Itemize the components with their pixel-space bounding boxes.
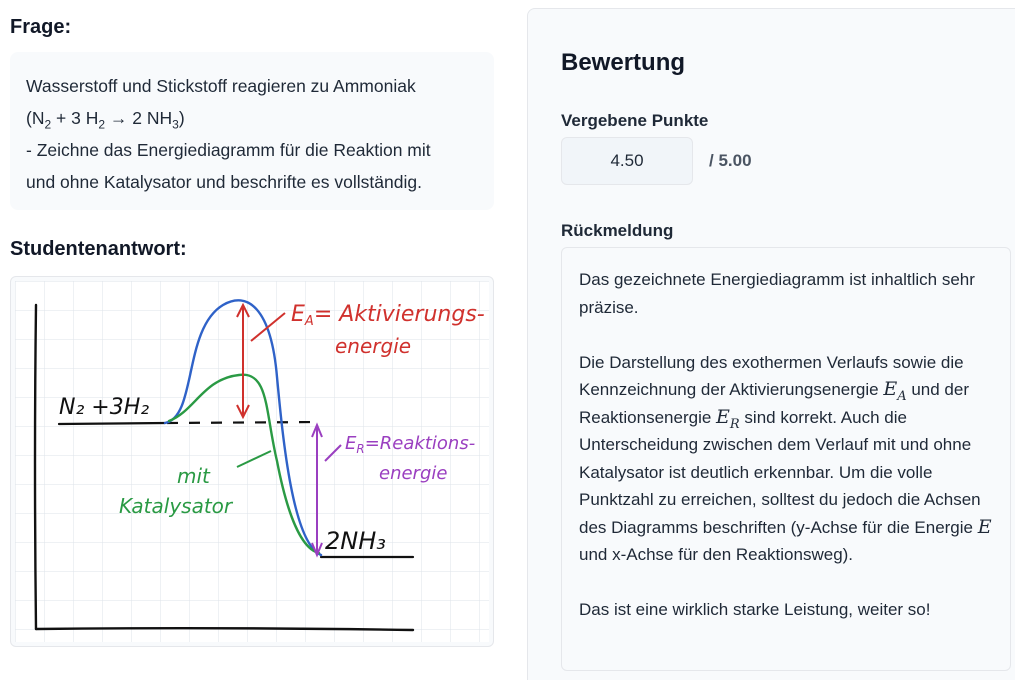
question-box <box>10 52 494 210</box>
math-er-sub: R <box>729 416 740 432</box>
paper-grid <box>15 281 489 642</box>
catalyst-label-line-1: mit <box>177 464 210 488</box>
eq-close: ) <box>178 108 185 128</box>
grading-panel <box>527 8 1015 680</box>
eq-open: (N <box>26 108 45 128</box>
eq-sub-3: 3 <box>172 117 179 132</box>
reaction-text: =Reaktions- <box>364 433 476 454</box>
question-line-3: - Zeichne das Energiediagramm für die Reaktion mit <box>26 140 431 160</box>
question-line-4: und ohne Katalysator und beschrifte es vollständig. <box>26 172 422 192</box>
activation-symbol: E <box>291 302 305 327</box>
question-heading: Frage: <box>10 16 72 38</box>
math-reaction-energy <box>716 405 740 432</box>
student-answer-image <box>10 276 494 647</box>
math-er-symbol: E <box>716 405 730 428</box>
reaction-subscript: R <box>356 442 365 456</box>
eq-sub-2: 2 <box>98 117 106 132</box>
feedback-label: Rückmeldung <box>561 221 674 240</box>
feedback-text-c: sind korrekt. Auch die Unterscheidung zwischen dem Verlauf mit und ohne Katalysator ist deutlich erkennbar. Um die volle Punktzahl zu erreichen, solltest du jedoch die Achsen des Diagramms beschriften (y-Achse für die Energie <box>579 407 981 537</box>
catalyst-label-line-2: Katalysator <box>119 494 233 518</box>
points-max: / 5.00 <box>709 151 752 170</box>
eq-sub-1: 2 <box>44 117 52 132</box>
product-label: 2NH₃ <box>325 527 386 555</box>
feedback-text-d: und x-Achse für den Reaktionsweg). <box>579 545 854 564</box>
student-answer-heading: Studentenantwort: <box>10 238 187 260</box>
reactant-label: N₂ +3H₂ <box>59 395 150 420</box>
activation-label-line-1 <box>291 302 485 329</box>
feedback-paragraph-2 <box>579 349 994 569</box>
math-ea-symbol: E <box>883 378 898 400</box>
feedback-paragraph-1: Das gezeichnete Energiediagramm ist inhaltlich sehr präzise. <box>579 270 975 317</box>
energy-diagram-drawing <box>15 281 489 642</box>
math-ea-sub: A <box>897 388 907 404</box>
feedback-paragraph-3: Das ist eine wirklich starke Leistung, weiter so! <box>579 600 931 619</box>
feedback-text-b: und der Reaktionsenergie <box>579 380 969 427</box>
eq-mid: + 3 H <box>51 108 99 128</box>
reaction-symbol: E <box>345 433 357 454</box>
math-activation-energy <box>883 378 907 404</box>
feedback-textarea[interactable] <box>561 247 1011 671</box>
question-line-1: Wasserstoff und Stickstoff reagieren zu Ammoniak <box>26 76 416 96</box>
y-axis-line <box>35 305 36 629</box>
points-input[interactable] <box>561 137 693 185</box>
reaction-label-line-1 <box>345 433 475 456</box>
points-label: Vergebene Punkte <box>561 111 709 130</box>
question-equation <box>26 102 478 134</box>
reaction-label-line-2: energie <box>379 463 448 484</box>
reactant-level-line <box>59 423 165 424</box>
eq-arrow: → 2 NH <box>105 108 173 128</box>
feedback-text-a: Die Darstellung des exothermen Verlaufs sowie die Kennzeichnung der Aktivierungsenergie <box>579 352 964 399</box>
math-energy: E <box>977 515 992 538</box>
activation-label-line-2: energie <box>335 334 412 358</box>
grading-title: Bewertung <box>561 49 686 76</box>
activation-subscript: A <box>304 314 314 329</box>
activation-text: = Aktivierungs- <box>313 302 485 327</box>
